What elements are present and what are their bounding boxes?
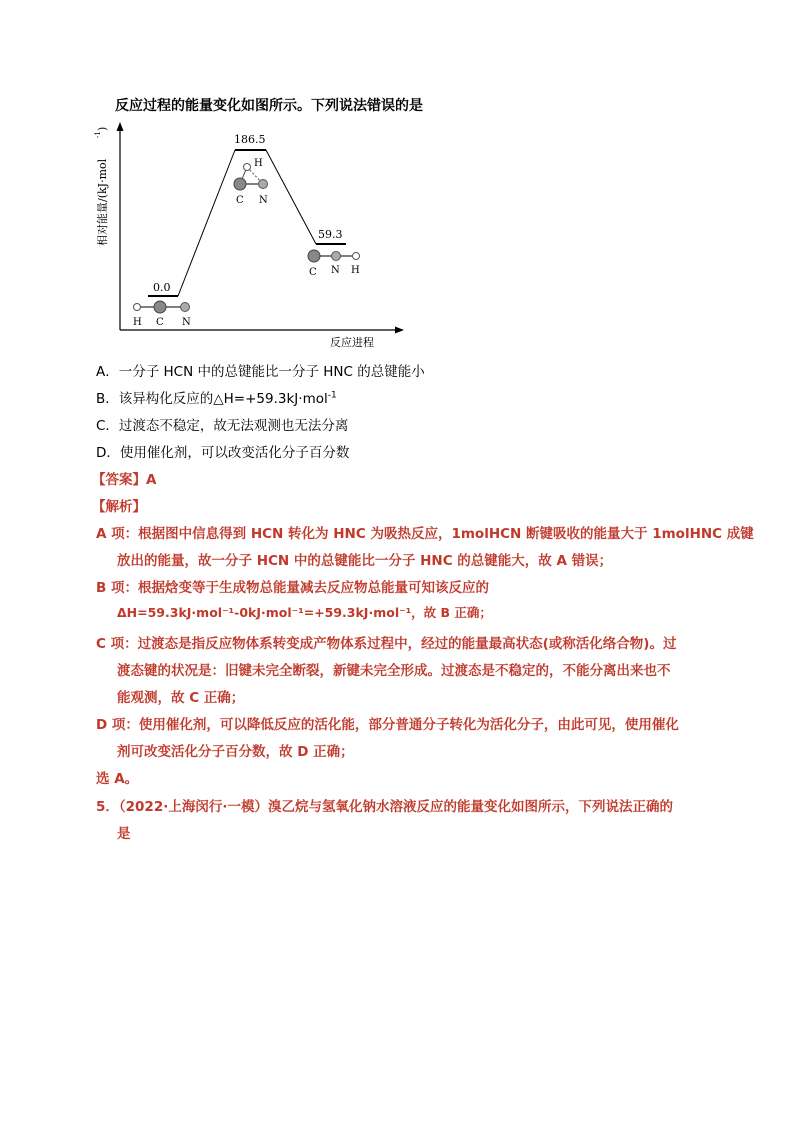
fall-line [266,150,316,244]
energy-diagram [90,118,420,350]
svg-text:H: H [254,158,263,169]
level-value-product: 59.3 [318,228,343,241]
svg-text:C: C [236,195,244,206]
molecule-transition-state [234,158,268,206]
rise-line [178,150,235,296]
y-axis-label [95,158,109,246]
analysis-label: 【解析】 [92,499,146,515]
analysis-conclusion: 选 A。 [96,771,139,787]
svg-text:N: N [182,317,191,328]
option-c: C．过渡态不稳定，故无法观测也无法分离 [96,418,349,434]
question-intro: 反应过程的能量变化如图所示。下列说法错误的是 [115,98,423,114]
svg-text:H: H [133,317,142,328]
analysis-a-line1: A 项：根据图中信息得到 HCN 转化为 HNC 为吸热反应，1molHCN 断键吸收的能量大于 1molHNC 成键 [96,526,754,542]
level-value-reactant: 0.0 [153,281,171,294]
next-question-line2: 是 [117,826,131,842]
x-axis-label: 反应进程 [330,336,374,349]
svg-text:H: H [351,265,360,276]
option-b: B．该异构化反应的△H=+59.3kJ·mol$^{-1}$ [96,390,337,407]
analysis-d-line2: 剂可改变活化分子百分数，故 D 正确； [117,744,354,760]
analysis-d-line1: D 项：使用催化剂，可以降低反应的活化能，部分普通分子转化为活化分子，由此可见，使用催化 [96,717,679,733]
x-axis-arrow [395,327,404,334]
level-value-transition: 186.5 [234,133,266,146]
svg-text:C: C [156,317,164,328]
svg-text:N: N [259,195,268,206]
svg-text:相对能量/(kJ·mol: 相对能量/(kJ·mol [96,158,109,246]
molecule-hnc [308,250,360,278]
option-d: D．使用催化剂，可以改变活化分子百分数 [96,445,350,461]
y-axis-arrow [117,122,124,131]
answer-line: 【答案】A [92,472,157,488]
molecule-hcn [133,301,191,328]
svg-text:C: C [309,267,317,278]
svg-text:): ) [96,126,109,131]
analysis-c-line1: C 项：过渡态是指反应物体系转变成产物体系过程中，经过的能量最高状态(或称活化络合物)。过 [96,636,677,652]
next-question-line1: 5．（2022·上海闵行·一模）溴乙烷与氢氧化钠水溶液反应的能量变化如图所示，下列说法正确的 [96,799,673,815]
svg-text:N: N [331,265,340,276]
analysis-c-line3: 能观测，故 C 正确； [117,690,245,706]
analysis-a-line2: 放出的能量，故一分子 HCN 中的总键能比一分子 HNC 的总键能大，故 A 错误； [117,553,613,569]
analysis-b-line1: B 项：根据焓变等于生成物总能量减去反应物总能量可知该反应的 [96,580,489,596]
analysis-b-line2: ΔH=59.3kJ·mol⁻¹-0kJ·mol⁻¹=+59.3kJ·mol⁻¹，故 B 正确； [117,605,492,620]
y-axis-label-close [96,127,109,131]
analysis-c-line2: 渡态键的状况是：旧键未完全断裂，新键未完全形成。过渡态是不稳定的，不能分离出来也不 [117,663,671,679]
svg-text:-1: -1 [94,131,102,138]
option-a: A．一分子 HCN 中的总键能比一分子 HNC 的总键能小 [96,364,425,380]
y-axis-label-sup [94,131,102,138]
